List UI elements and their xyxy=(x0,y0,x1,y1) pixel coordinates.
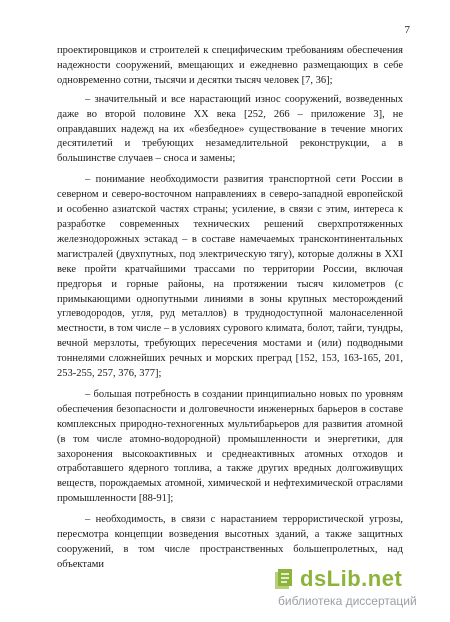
watermark-logo: dsLib.net xyxy=(300,566,403,591)
paragraph: – понимание необходимости развития транспортной сети России в северном и северо-восточном направлениях в северо-западной европейской и особенно азиатской частях страны; усиление, в связи с этим, интереса к разработке современных технических решений сверхпротяженных железнодорожных эстакад – в составе намечаемых трансконтинентальных магистралей (двухпутных, под электрическую тягу), которые должны в XXI веке пройти кратчайшими трассами по территории России, включая предгорья и горные районы, на протяжении тысяч километров (с примыкающими однопутными линиями в зоны крупных месторождений углеводородов, угля, руд металлов) в труднодоступной малонаселенной местности, в том числе – в условиях сурового климата, болот, тайги, тундры, вечной мерзлоты, требующих пересечения мостами и (или) подводными тоннелями сложнейших речных и морских преград [152, 153, 163-165, 201, 253-255, 257, 376, 377]; xyxy=(57,174,403,380)
watermark xyxy=(272,566,432,614)
paragraph: – необходимость, в связи с нарастанием террористической угрозы, пересмотра концепции возведения высотных зданий, а также защитных сооружений, в том числе пространственных большепролетных, над объектами xyxy=(57,514,403,570)
page-number: 7 xyxy=(404,24,410,36)
paragraph: проектировщиков и строителей к специфическим требованиям обеспечения надежности сооружений, вмещающих и ежедневно размещающих в себе одновременно сотни, тысячи и десятки тысяч человек [7, 36]; xyxy=(57,45,403,86)
watermark-subtitle: библиотека диссертаций xyxy=(278,594,417,608)
document-body xyxy=(57,44,403,579)
paragraph: – значительный и все нарастающий износ сооружений, возведенных даже во второй половине XX века [252, 266 – приложение 3], не оправдавших надежд на их «безбедное» существование в течение многих десятилетий и требующих незамедлительной реконструкции, а в большинстве случаев – сноса и замены; xyxy=(57,93,403,165)
paragraph: – большая потребность в создании принципиально новых по уровням обеспечения безопасности и долговечности инженерных барьеров в составе комплексных природно-техногенных мультибарьеров для развития атомной (в том числе атомно-водородной) промышленности и энергетики, для захоронения высокоактивных и среднеактивных атомных отходов и отработавшего ядерного топлива, а также других вредных долгоживущих веществ, порождаемых атомной, химической и нефтехимической отраслями промышленности [88-91]; xyxy=(57,388,403,505)
document-stack-icon xyxy=(272,567,296,591)
